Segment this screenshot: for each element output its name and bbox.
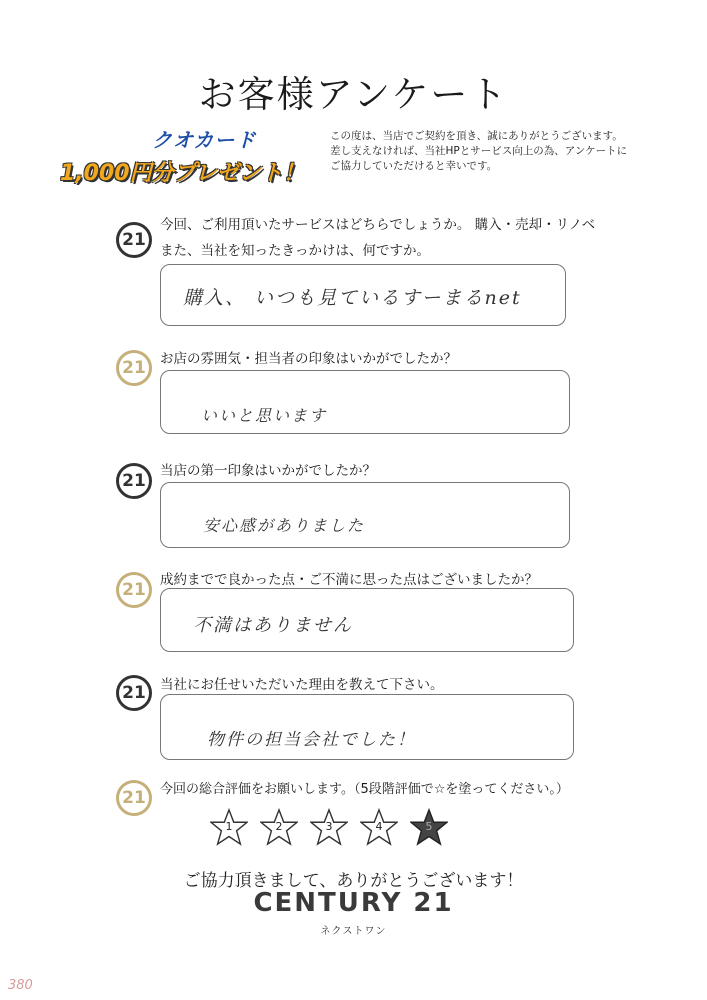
question-3: 当店の第一印象はいかがでしたか？ xyxy=(160,463,376,479)
thanks-message: ご協力頂きまして、ありがとうございます！ xyxy=(183,871,524,891)
answer-box-5[interactable] xyxy=(160,694,574,760)
promo-offer: 1,000円分プレゼント！ xyxy=(60,161,305,186)
question-5: 当社にお任せいただいた理由を教えて下さい。 xyxy=(160,677,444,693)
century21-logo-icon: 21 xyxy=(116,222,152,258)
intro-line: ご協力していただけると幸いです。 xyxy=(330,160,498,172)
answer-5: 物件の担当会社でした！ xyxy=(207,730,416,750)
star-4[interactable] xyxy=(360,808,398,846)
century21-logo-icon: 21 xyxy=(116,463,152,499)
intro-line: 差し支えなければ、当社HPとサービス向上の為、アンケートに xyxy=(330,145,628,157)
answer-1: 購入、 いつも見ているすーまるnet xyxy=(183,287,522,309)
star-1[interactable] xyxy=(210,808,248,846)
intro-line: この度は、当店でご契約を頂き、誠にありがとうございます。 xyxy=(330,130,623,142)
star-5[interactable] xyxy=(410,808,448,846)
answer-4: 不満はありません xyxy=(193,615,353,636)
brand-subtitle: ネクストワン xyxy=(320,926,387,937)
century21-logo-icon: 21 xyxy=(116,572,152,608)
question-6: 今回の総合評価をお願いします。（5段階評価で☆を塗ってください。） xyxy=(160,782,569,797)
answer-2: いいと思います xyxy=(201,406,328,425)
century21-logo-icon: 21 xyxy=(116,350,152,386)
star-number: 3 xyxy=(325,820,333,833)
answer-3: 安心感がありました xyxy=(203,516,366,535)
answer-box-1[interactable] xyxy=(160,264,566,326)
star-number: 5 xyxy=(425,820,433,833)
star-number: 4 xyxy=(375,820,383,833)
star-number: 1 xyxy=(225,820,233,833)
star-3[interactable] xyxy=(310,808,348,846)
answer-box-4[interactable] xyxy=(160,588,574,652)
intro-text xyxy=(330,129,660,174)
star-number: 2 xyxy=(275,820,283,833)
answer-box-3[interactable] xyxy=(160,482,570,548)
question-1-line: 今回、ご利用頂いたサービスはどちらでしょうか。 購入・売却・リノベ xyxy=(160,217,596,233)
star-rating[interactable] xyxy=(210,808,448,846)
brand-logo: CENTURY 21 xyxy=(253,888,454,918)
question-2: お店の雰囲気・担当者の印象はいかがでしたか？ xyxy=(160,351,457,367)
promo-title: クオカード xyxy=(152,128,257,152)
star-2[interactable] xyxy=(260,808,298,846)
question-1-line: また、当社を知ったきっかけは、何ですか。 xyxy=(160,243,430,259)
question-1 xyxy=(160,213,595,259)
century21-logo-icon: 21 xyxy=(116,675,152,711)
answer-box-2[interactable] xyxy=(160,370,570,434)
question-4: 成約までで良かった点・ご不満に思った点はございましたか？ xyxy=(160,572,538,588)
century21-logo-icon: 21 xyxy=(116,780,152,816)
page-title: お客様アンケート xyxy=(198,73,509,116)
page-number: 380 xyxy=(8,978,33,993)
